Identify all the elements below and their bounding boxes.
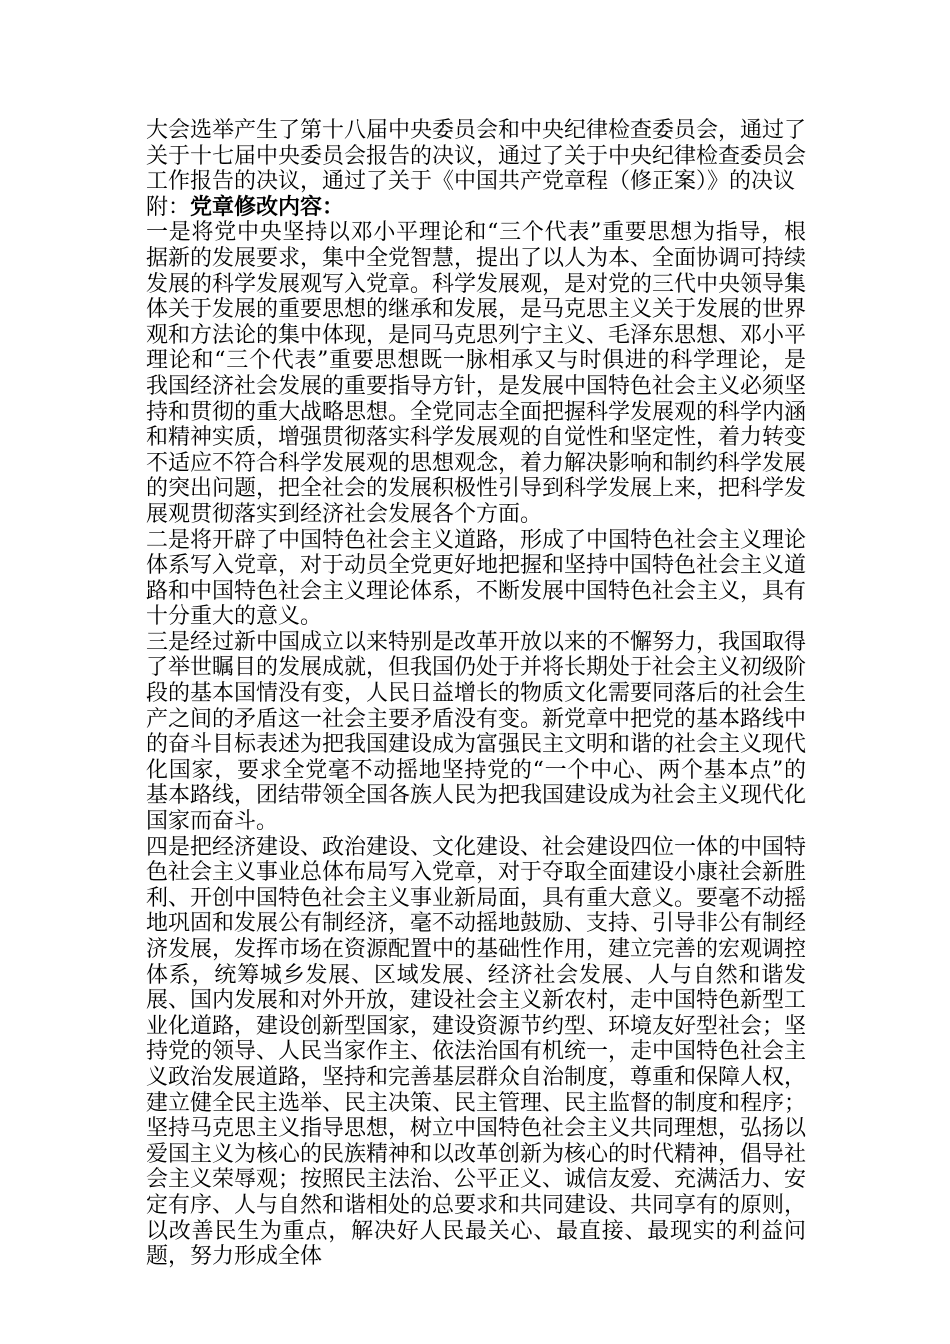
paragraph-1: 一是将党中央坚持以邓小平理论和“三个代表”重要思想为指导，根据新的发展要求，集中全党智慧，提出了以人为本、全面协调可持续发展的科学发展观写入党章。科学发展观，是对党的三代中央领导集体关于发展的重要思想的继承和发展，是马克思主义关于发展的世界观和方法论的集中体现，是同马克思列宁主义、毛泽东思想、邓小平理论和“三个代表”重要思想既一脉相承又与时俱进的科学理论，是我国经济社会发展的重要指导方针，是发展中国特色社会主义必须坚持和贯彻的重大战略思想。全党同志全面把握科学发展观的科学内涵和精神实质，增强贯彻落实科学发展观的自觉性和坚定性，着力转变不适应不符合科学发展观的思想观念，着力解决影响和制约科学发展的突出问题，把全社会的发展积极性引导到科学发展上来，把科学发展观贯彻落实到经济社会发展各个方面。 xyxy=(146,220,807,527)
appendix-heading xyxy=(146,195,806,221)
paragraph-2: 二是将开辟了中国特色社会主义道路，形成了中国特色社会主义理论体系写入党章，对于动员全党更好地把握和坚持中国特色社会主义道路和中国特色社会主义理论体系，不断发展中国特色社会主义，具有十分重大的意义。 xyxy=(146,527,807,630)
paragraph-3: 三是经过新中国成立以来特别是改革开放以来的不懈努力，我国取得了举世瞩目的发展成就，但我国仍处于并将长期处于社会主义初级阶段的基本国情没有变，人民日益增长的物质文化需要同落后的社会生产之间的矛盾这一社会主要矛盾没有变。新党章中把党的基本路线中的奋斗目标表述为把我国建设成为富强民主文明和谐的社会主义现代化国家，要求全党毫不动摇地坚持党的“一个中心、两个基本点”的基本路线，团结带领全国各族人民为把我国建设成为社会主义现代化国家而奋斗。 xyxy=(146,629,807,835)
appendix-prefix: 附： xyxy=(146,194,191,220)
appendix-title: 党章修改内容： xyxy=(190,193,345,220)
document-body xyxy=(146,118,806,1270)
paragraph-4: 四是把经济建设、政治建设、文化建设、社会建设四位一体的中国特色社会主义事业总体布局写入党章，对于夺取全面建设小康社会新胜利、开创中国特色社会主义事业新局面，具有重大意义。要毫不动摇地巩固和发展公有制经济，毫不动摇地鼓励、支持、引导非公有制经济发展，发挥市场在资源配置中的基础性作用，建立完善的宏观调控体系，统筹城乡发展、区域发展、经济社会发展、人与自然和谐发展、国内发展和对外开放，建设社会主义新农村，走中国特色新型工业化道路，建设创新型国家，建设资源节约型、环境友好型社会；坚持党的领导、人民当家作主、依法治国有机统一，走中国特色社会主义政治发展道路，坚持和完善基层群众自治制度，尊重和保障人权，建立健全民主选举、民主决策、民主管理、民主监督的制度和程序；坚持马克思主义指导思想，树立中国特色社会主义共同理想，弘扬以爱国主义为核心的民族精神和以改革创新为核心的时代精神，倡导社会主义荣辱观；按照民主法治、公平正义、诚信友爱、充满活力、安定有序、人与自然和谐相处的总要求和共同建设、共同享有的原则，以改善民生为重点，解决好人民最关心、最直接、最现实的利益问题，努力形成全体 xyxy=(146,834,807,1270)
intro-paragraph: 大会选举产生了第十八届中央委员会和中央纪律检查委员会，通过了关于十七届中央委员会报告的决议，通过了关于中央纪律检查委员会工作报告的决议，通过了关于《中国共产党章程（修正案）》的决议 xyxy=(146,118,807,195)
